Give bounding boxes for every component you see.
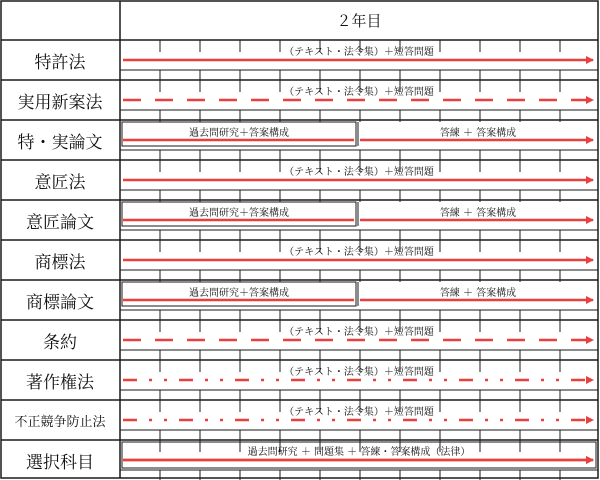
activity-label: 過去問研究＋答案構成 [189,208,289,219]
activity-label: （テキスト・法令集）＋短答問題 [284,367,434,378]
subject-label: 著作権法 [26,372,94,393]
activity-label: （テキスト・法令集）＋短答問題 [284,407,434,418]
activity-label: （テキスト・法令集）＋短答問題 [284,47,434,58]
activity-label: 過去問研究＋答案構成 [189,288,289,299]
subject-label: 商標論文 [26,292,94,313]
activity-label: （テキスト・法令集）＋短答問題 [284,247,434,258]
subject-label: 商標法 [34,252,86,273]
subject-label: 特許法 [34,52,86,73]
activity-label: 答練 ＋ 答案構成 [439,288,517,299]
activity-label: （テキスト・法令集）＋短答問題 [284,167,434,178]
subject-label: 特・実論文 [17,132,103,153]
activity-label: （テキスト・法令集）＋短答問題 [284,87,434,98]
activity-label: 答練 ＋ 答案構成 [439,128,517,139]
activity-label: （テキスト・法令集）＋短答問題 [284,327,434,338]
subject-label: 実用新案法 [17,92,103,113]
subject-label: 意匠法 [34,172,86,193]
activity-label: 過去問研究 ＋ 問題集 ＋ 答練・答案構成（法律） [247,447,471,458]
year-header: ２年目 [336,11,382,30]
subject-label: 不正競争防止法 [14,414,106,430]
subject-label: 条約 [43,332,77,353]
subject-label: 意匠論文 [26,212,94,233]
activity-label: 過去問研究＋答案構成 [189,128,289,139]
activity-label: 答練 ＋ 答案構成 [439,208,517,219]
subject-label: 選択科目 [26,452,94,473]
